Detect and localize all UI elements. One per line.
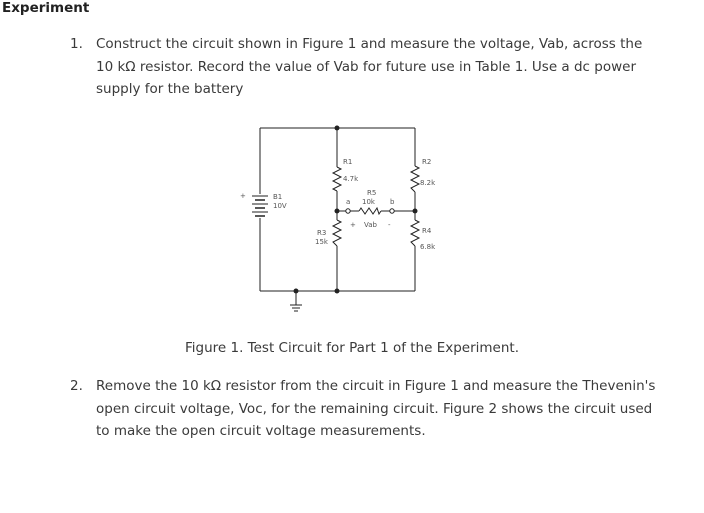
junction-dot: [335, 209, 340, 214]
vab-label: Vab: [364, 221, 377, 229]
resistor-r3: [333, 220, 341, 246]
r4-name-label: R4: [422, 227, 432, 235]
r2-name-label: R2: [422, 158, 432, 166]
battery-b1: [252, 196, 268, 216]
resistor-r1: [333, 167, 341, 191]
figure-caption: Figure 1. Test Circuit for Part 1 of the Experiment.: [184, 340, 520, 356]
junction-dot: [335, 126, 340, 131]
section-heading: Experiment: [2, 0, 90, 16]
terminal-a: [346, 209, 350, 213]
r2-value-label: 8.2k: [420, 179, 436, 187]
r5-value-label: 10k: [362, 198, 375, 206]
step-text: Construct the circuit shown in Figure 1 and measure the voltage, Vab, across the 10 kΩ resistor. Record the value of Vab for future use in Table 1. Use a dc power supply for the battery: [96, 36, 643, 97]
r1-name-label: R1: [343, 158, 353, 166]
resistor-r2: [411, 166, 419, 192]
terminal-b: [390, 209, 394, 213]
battery-value-label: 10V: [273, 202, 287, 210]
battery-name-label: B1: [273, 193, 283, 201]
resistor-r5: [359, 208, 381, 214]
r5-name-label: R5: [367, 189, 377, 197]
step-2: [70, 375, 660, 443]
junction-dot: [335, 289, 340, 294]
resistor-r4: [411, 220, 419, 246]
step-1: [70, 33, 660, 101]
node-a-label: a: [346, 198, 351, 206]
battery-plus-label: +: [240, 192, 246, 200]
vab-minus-label: -: [388, 221, 391, 229]
step-text: Remove the 10 kΩ resistor from the circuit in Figure 1 and measure the Thevenin's open circuit voltage, Voc, for the remaining circuit. Figure 2 shows the circuit used to make the open circuit voltage measurements.: [96, 378, 656, 439]
junction-dot: [294, 289, 299, 294]
r4-value-label: 6.8k: [420, 243, 436, 251]
step-number: 1.: [70, 36, 83, 52]
circuit-diagram: [230, 120, 460, 330]
vab-plus-label: +: [350, 221, 356, 229]
r3-value-label: 15k: [315, 238, 328, 246]
r1-value-label: 4.7k: [343, 175, 359, 183]
junction-dot: [413, 209, 418, 214]
step-number: 2.: [70, 378, 83, 394]
r3-name-label: R3: [317, 229, 327, 237]
node-b-label: b: [390, 198, 395, 206]
